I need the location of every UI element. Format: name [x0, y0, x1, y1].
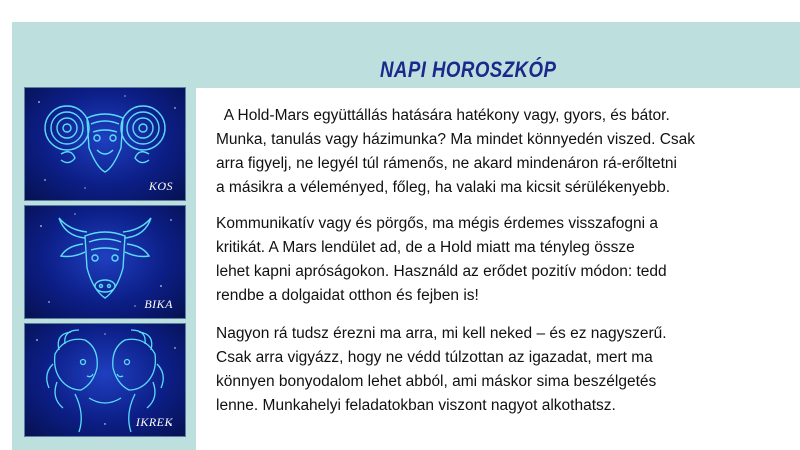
taurus-card: [25, 206, 185, 318]
gemini-text: [216, 322, 756, 418]
aries-line: A Hold-Mars együttállás hatására hatékony vagy, gyors, és bátor.: [216, 107, 670, 124]
aries-line: Munka, tanulás vagy házimunka? Ma mindet könnyedén viszed. Csak: [216, 131, 696, 148]
taurus-label: BIKA: [144, 297, 173, 311]
aries-text: [216, 104, 756, 200]
taurus-line: kritikát. A Mars lendület ad, de a Hold miatt ma tényleg össze: [216, 239, 635, 256]
aries-label: KOS: [148, 179, 173, 193]
gemini-line: Nagyon rá tudsz érezni ma arra, mi kell neked – és ez nagyszerű.: [216, 325, 667, 342]
aries-card: [25, 88, 185, 200]
gemini-line: Csak arra vigyázz, hogy ne védd túlzottan az igazadat, mert ma: [216, 349, 653, 366]
page-title: NAPI HOROSZKÓP: [380, 57, 557, 82]
gemini-line: könnyen bonyodalom lehet abból, ami máskor sima beszélgetés: [216, 373, 657, 390]
taurus-line: rendbe a dolgaidat otthon és fejben is!: [216, 287, 479, 304]
taurus-text: [216, 212, 756, 308]
taurus-line: lehet kapni apróságokon. Használd az erődet pozitív módon: tedd: [216, 263, 667, 280]
gemini-card: [25, 324, 185, 436]
gemini-label: IKREK: [135, 415, 173, 429]
taurus-line: Kommunikatív vagy és pörgős, ma mégis érdemes visszafogni a: [216, 215, 658, 232]
aries-line: a másikra a véleményed, főleg, ha valaki ma kicsit sérülékenyebb.: [216, 179, 671, 196]
gemini-line: lenne. Munkahelyi feladatokban viszont nagyot alkothatsz.: [216, 397, 616, 414]
aries-line: arra figyelj, ne legyél túl rámenős, ne akard mindenáron rá-erőltetni: [216, 155, 677, 172]
